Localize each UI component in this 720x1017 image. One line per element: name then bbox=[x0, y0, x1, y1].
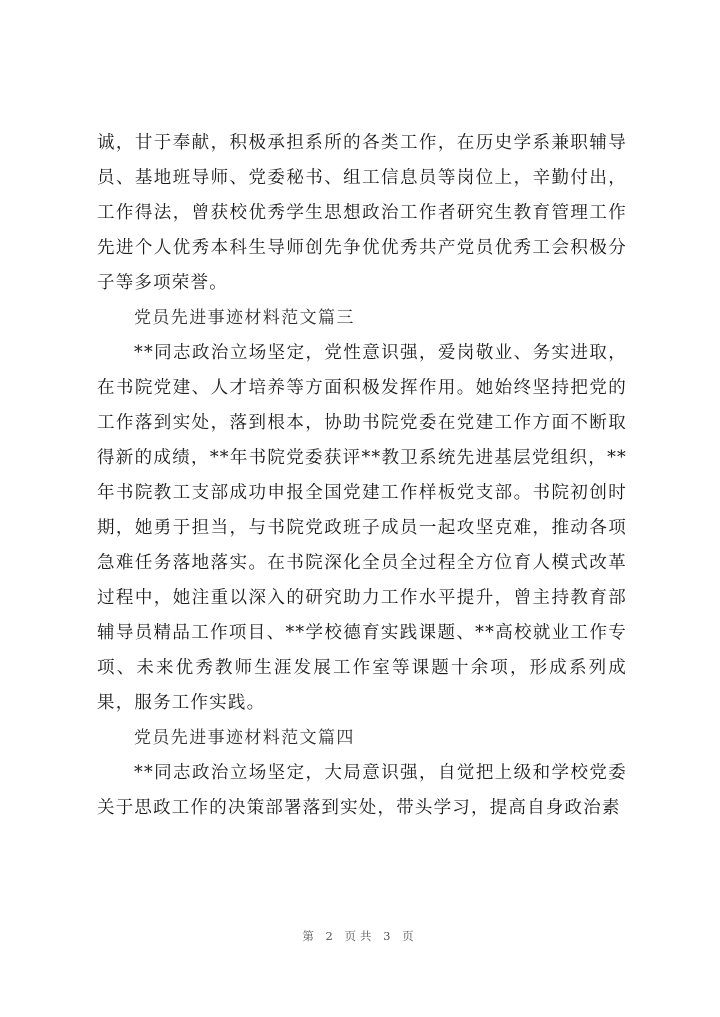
body-paragraph-section-3: **同志政治立场坚定，党性意识强，爱岗敬业、务实进取，在书院党建、人才培养等方面积极发挥作用。她始终坚持把党的工作落到实处，落到根本，协助书院党委在党建工作方面不断取得新的成绩，**年书院党委获评**教卫系统先进基层党组织，**年书院教工支部成功申报全国党建工作样板党支部。书院初创时期，她勇于担当，与书院党政班子成员一起攻坚克难，推动各项急难任务落地落实。在书院深化全员全过程全方位育人模式改革过程中，她注重以深入的研究助力工作水平提升，曾主持教育部辅导员精品工作项目、**学校德育实践课题、**高校就业工作专项、未来优秀教师生涯发展工作室等课题十余项，形成系列成果，服务工作实践。 bbox=[97, 343, 627, 713]
page-footer: 第 2 页共 3 页 bbox=[302, 929, 418, 943]
section-heading-3: 党员先进事迹材料范文篇三 bbox=[134, 308, 355, 328]
body-paragraph-continued: 诚，甘于奉献，积极承担系所的各类工作，在历史学系兼职辅导员、基地班导师、党委秘书、组工信息员等岗位上，辛勤付出，工作得法，曾获校优秀学生思想政治工作者研究生教育管理工作先进个人优秀本科生导师创先争优优秀共产党员优秀工会积极分子等多项荣誉。 bbox=[97, 133, 627, 293]
document-page bbox=[97, 126, 627, 826]
body-paragraph-section-4: **同志政治立场坚定，大局意识强，自觉把上级和学校党委关于思政工作的决策部署落到实处，带头学习，提高自身政治素 bbox=[97, 763, 627, 818]
section-heading-4: 党员先进事迹材料范文篇四 bbox=[134, 728, 355, 748]
